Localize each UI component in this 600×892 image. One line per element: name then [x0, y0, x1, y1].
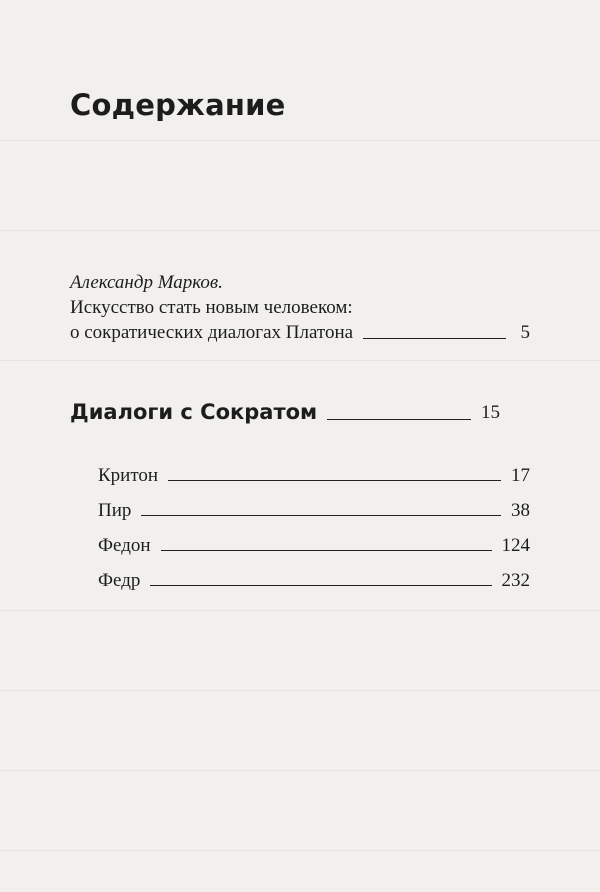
toc-entry	[98, 522, 530, 557]
intro-title-line2: о сократических диалогах Платона	[70, 322, 354, 343]
bleed-through-line	[0, 690, 600, 691]
leader-line	[168, 480, 501, 481]
toc-entry-title: Критон	[98, 465, 159, 486]
intro-title-line1: Искусство стать новым человеком:	[70, 297, 353, 318]
section-heading-row	[70, 400, 500, 424]
toc-entries	[98, 452, 530, 592]
section-title: Диалоги с Сократом	[70, 400, 318, 424]
leader-line	[150, 585, 491, 586]
bleed-through-line	[0, 610, 600, 611]
toc-entry-title: Федон	[98, 535, 151, 556]
leader-line	[141, 515, 501, 516]
toc-entry-page: 124	[501, 535, 530, 556]
intro-author: Александр Марков.	[70, 272, 223, 293]
toc-entry-page: 17	[511, 465, 530, 486]
page-title: Содержание	[70, 88, 286, 122]
bleed-through-line	[0, 140, 600, 141]
bleed-through-line	[0, 770, 600, 771]
toc-entry	[98, 557, 530, 592]
bleed-through-line	[0, 230, 600, 231]
toc-entry-page: 38	[511, 500, 530, 521]
leader-line	[161, 550, 492, 551]
section-page-number: 15	[481, 402, 500, 423]
toc-entry	[98, 452, 530, 487]
toc-entry-title: Пир	[98, 500, 132, 521]
toc-entry-page: 232	[501, 570, 530, 591]
bleed-through-line	[0, 850, 600, 851]
leader-line	[327, 419, 471, 420]
toc-entry	[98, 487, 530, 522]
intro-entry	[70, 270, 530, 345]
intro-page-number: 5	[520, 322, 530, 343]
bleed-through-line	[0, 360, 600, 361]
leader-line	[363, 338, 506, 339]
toc-entry-title: Федр	[98, 570, 141, 591]
intro-title-row	[70, 320, 530, 345]
